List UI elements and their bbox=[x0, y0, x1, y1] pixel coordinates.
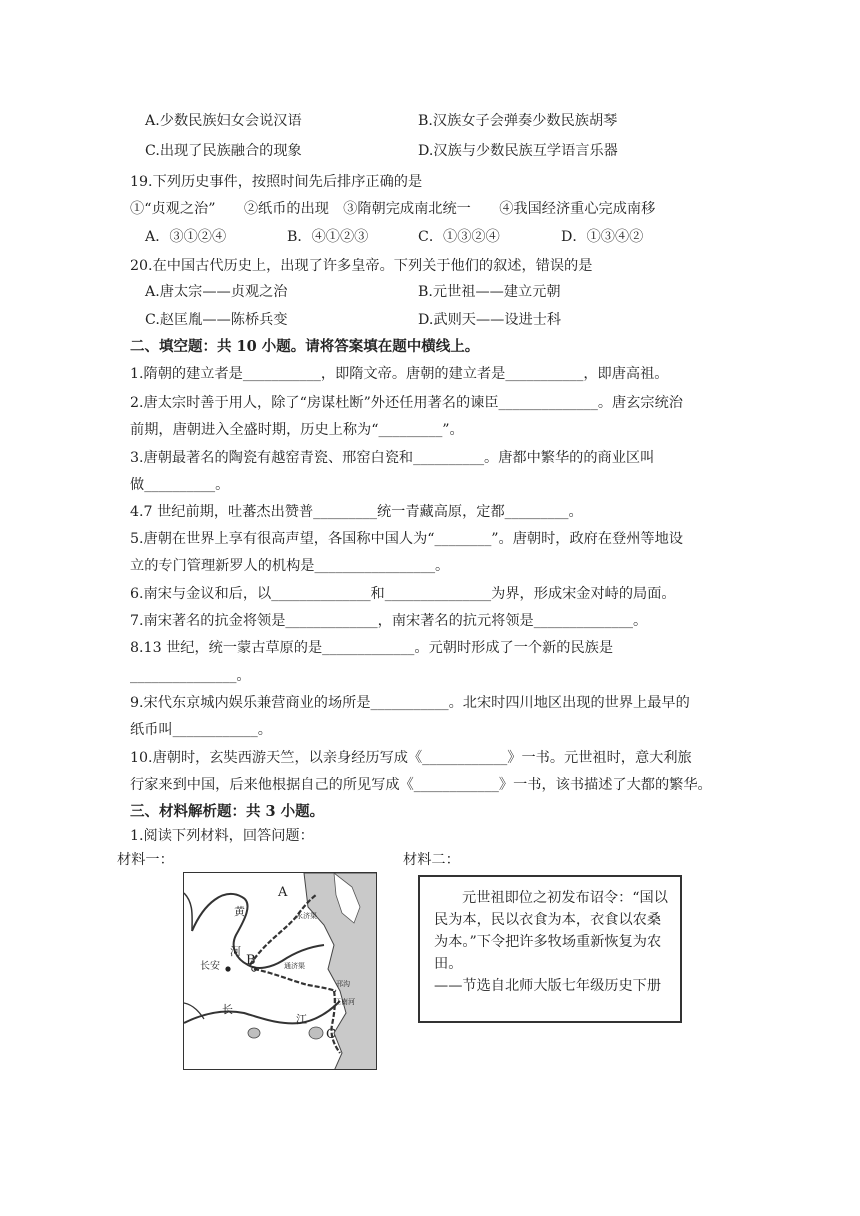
q19-stem: 19.下列历史事件，按照时间先后排序正确的是 bbox=[130, 174, 423, 190]
fill-line: 1.隋朝的建立者是___________，即隋文帝。唐朝的建立者是___________，即唐高祖。 bbox=[130, 366, 669, 382]
material-2-box bbox=[418, 875, 682, 1023]
map-label-yongji: 永济渠 bbox=[296, 912, 317, 920]
q18-option-a: A.少数民族妇女会说汉语 bbox=[145, 113, 302, 129]
q20-option-c: C.赵匡胤——陈桥兵变 bbox=[145, 312, 288, 328]
fill-line: 10.唐朝时，玄奘西游天竺，以亲身经历写成《____________》一书。元世祖时，意大利旅 bbox=[130, 750, 692, 766]
section2-heading: 二、填空题：共 10 小题。请将答案填在题中横线上。 bbox=[130, 338, 480, 355]
q18-option-b: B.汉族女子会弹奏少数民族胡琴 bbox=[418, 113, 618, 129]
fill-line: 立的专门管理新罗人的机构是_________________。 bbox=[130, 558, 450, 574]
map-label-changan: 长安 bbox=[200, 961, 220, 972]
fill-line: _______________。 bbox=[130, 668, 251, 684]
fill-line: 4.7 世纪前期，吐蕃杰出赞普_________统一青藏高原，定都_________。 bbox=[130, 504, 583, 520]
q20-option-a: A.唐太宗——贞观之治 bbox=[145, 284, 288, 300]
grand-canal-map bbox=[183, 872, 377, 1070]
fill-line: 7.南宋著名的抗金将领是_____________，南宋著名的抗元将领是______________。 bbox=[130, 613, 648, 629]
map-label-c: C bbox=[326, 1027, 336, 1042]
map-label-jiang: 江 bbox=[296, 1013, 307, 1026]
map-label-b: B bbox=[246, 953, 256, 968]
q19-option-a: A．③①②④ bbox=[145, 229, 227, 245]
map-label-chang: 长 bbox=[222, 1003, 233, 1016]
material-2-label: 材料二： bbox=[403, 852, 460, 868]
fill-line: 行家来到中国，后来他根据自己的所见写成《____________》一书，该书描述了大都的繁华。 bbox=[130, 777, 712, 793]
section3-heading: 三、材料解析题：共 3 小题。 bbox=[130, 803, 325, 820]
map-label-huang: 黄 bbox=[234, 905, 245, 918]
map-label-a: A bbox=[278, 885, 288, 900]
map-label-jiangnan: 江南河 bbox=[334, 998, 355, 1006]
changan-dot bbox=[225, 966, 230, 971]
q18-option-d: D.汉族与少数民族互学语言乐器 bbox=[418, 143, 618, 159]
q19-option-d: D．①③④② bbox=[561, 229, 644, 245]
q1-prompt: 1.阅读下列材料，回答问题： bbox=[130, 828, 314, 844]
fill-line: 6.南宋与金议和后，以______________和_______________为界，形成宋金对峙的局面。 bbox=[130, 586, 676, 602]
material-2-source: ——节选自北师大版七年级历史下册 bbox=[434, 978, 662, 994]
fill-line: 纸币叫____________。 bbox=[130, 722, 272, 738]
map-label-he: 河 bbox=[230, 945, 241, 958]
fill-line: 前期，唐朝进入全盛时期，历史上称为“_________”。 bbox=[130, 422, 464, 438]
q20-option-b: B.元世祖——建立元朝 bbox=[418, 284, 561, 300]
map-label-hangou: 邗沟 bbox=[336, 980, 350, 988]
fill-line: 8.13 世纪，统一蒙古草原的是_____________。元朝时形成了一个新的民族是 bbox=[130, 640, 614, 656]
fill-line: 5.唐朝在世界上享有很高声望，各国称中国人为“________”。唐朝时，政府在登州等地设 bbox=[130, 531, 683, 547]
fill-line: 做__________。 bbox=[130, 477, 230, 493]
material-1-label: 材料一： bbox=[117, 852, 174, 868]
q19-events: ①“贞观之治” ②纸币的出现 ③隋朝完成南北统一 ④我国经济重心完成南移 bbox=[130, 201, 656, 217]
q19-option-b: B．④①②③ bbox=[287, 229, 369, 245]
map-label-tongji: 通济渠 bbox=[284, 962, 305, 970]
q20-option-d: D.武则天——设进士科 bbox=[418, 312, 562, 328]
q20-stem: 20.在中国古代历史上，出现了许多皇帝。下列关于他们的叙述，错误的是 bbox=[130, 258, 593, 274]
fill-line: 3.唐朝最著名的陶瓷有越窑青瓷、邢窑白瓷和__________。唐都中繁华的的商业区叫 bbox=[130, 450, 655, 466]
fill-line: 2.唐太宗时善于用人，除了“房谋杜断”外还任用著名的谏臣______________。唐玄宗统治 bbox=[130, 395, 683, 411]
fill-line: 9.宋代东京城内娱乐兼营商业的场所是___________。北宋时四川地区出现的世界上最早的 bbox=[130, 695, 690, 711]
q19-option-c: C．①③②④ bbox=[418, 229, 500, 245]
q18-option-c: C.出现了民族融合的现象 bbox=[145, 143, 302, 159]
material-2-text: 元世祖即位之初发布诏令：“国以民为本，民以衣食为本，衣食以农桑为本。”下令把许多牧场重新恢复为农田。 bbox=[434, 890, 668, 972]
